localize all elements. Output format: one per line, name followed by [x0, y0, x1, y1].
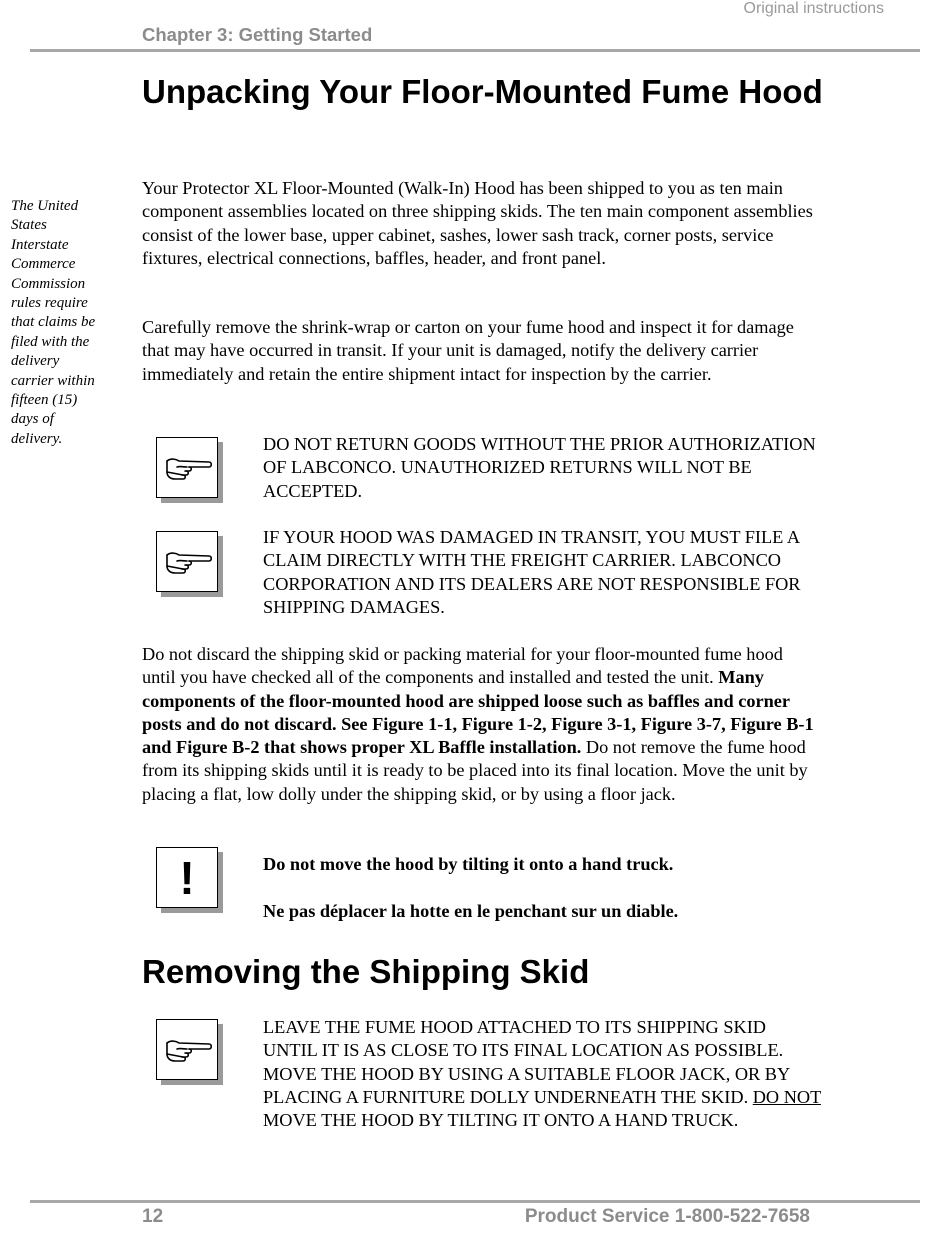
intro-paragraph: Your Protector XL Floor-Mounted (Walk-In) Hood has been shipped to you as ten main component assemblies located on three shipping skids. The ten main component assemblies consist of the lower base, upper cabinet, sashes, lower sash track, corner posts, service fixtures, electrical connections, baffles, header, and front panel.	[142, 178, 813, 268]
no-return-notice: DO NOT RETURN GOODS WITHOUT THE PRIOR AUTHORIZATION OF LABCONCO. UNAUTHORIZED RETURNS WILL NOT BE ACCEPTED.	[263, 434, 816, 501]
pointing-hand-icon	[156, 531, 218, 592]
warning-english: Do not move the hood by tilting it onto a hand truck.	[263, 854, 674, 874]
original-instructions-label: Original instructions	[743, 0, 884, 17]
warning-french: Ne pas déplacer la hotte en le penchant sur un diable.	[263, 901, 679, 921]
inspection-paragraph: Carefully remove the shrink-wrap or carton on your fume hood and inspect it for damage that may have occurred in transit. If your unit is damaged, notify the delivery carrier immediately and retain the entire shipment intact for inspection by the carrier.	[142, 317, 794, 384]
exclamation-glyph: !	[179, 851, 195, 904]
margin-note: The United States Interstate Commerce Commission rules require that claims be filed with the delivery carrier within fifteen (15) days of delivery.	[11, 198, 96, 447]
pointing-hand-icon	[156, 1019, 218, 1080]
skid-notice-end: MOVE THE HOOD BY TILTING IT ONTO A HAND TRUCK.	[263, 1110, 739, 1131]
section-title-unpacking: Unpacking Your Floor-Mounted Fume Hood	[142, 73, 823, 110]
skid-para-bold: Many components of the floor-mounted hood are shipped loose such as baffles and corner posts and do not discard. See Figure 1-1, Figure 1-2, Figure 3-1, Figure 3-7, Figure B-1 and Figure B-2 that shows proper XL Baffle installation.	[142, 667, 814, 758]
header-rule	[30, 49, 920, 52]
shipping-skid-paragraph	[142, 643, 817, 806]
product-service-phone: Product Service 1-800-522-7658	[524, 1206, 810, 1227]
damage-claim-notice: IF YOUR HOOD WAS DAMAGED IN TRANSIT, YOU MUST FILE A CLAIM DIRECTLY WITH THE FREIGHT CARRIER. LABCONCO CORPORATION AND ITS DEALERS ARE NOT RESPONSIBLE FOR SHIPPING DAMAGES.	[263, 527, 801, 617]
footer-rule	[30, 1200, 920, 1203]
pointing-hand-icon	[156, 437, 218, 498]
skid-notice-start: LEAVE THE FUME HOOD ATTACHED TO ITS SHIPPING SKID UNTIL IT IS AS CLOSE TO ITS FINAL LOCATION AS POSSIBLE. MOVE THE HOOD BY USING A SUITABLE FLOOR JACK, OR BY PLACING A FURNITURE DOLLY UNDERNEATH THE SKID.	[263, 1017, 790, 1107]
leave-on-skid-notice	[263, 1016, 823, 1132]
exclamation-icon	[156, 847, 218, 908]
section-title-removing-skid: Removing the Shipping Skid	[142, 953, 590, 990]
do-not-underlined: DO NOT	[752, 1086, 821, 1107]
skid-para-end: Do not remove the fume hood from its shipping skids until it is ready to be placed into its final location. Move the unit by placing a flat, low dolly under the shipping skid, or by using a floor jack.	[142, 737, 808, 804]
page-number: 12	[142, 1206, 164, 1227]
chapter-heading: Chapter 3: Getting Started	[142, 24, 373, 45]
skid-para-intro: Do not discard the shipping skid or packing material for your floor-mounted fume hood until you have checked all of the components and installed and tested the unit.	[142, 644, 783, 688]
